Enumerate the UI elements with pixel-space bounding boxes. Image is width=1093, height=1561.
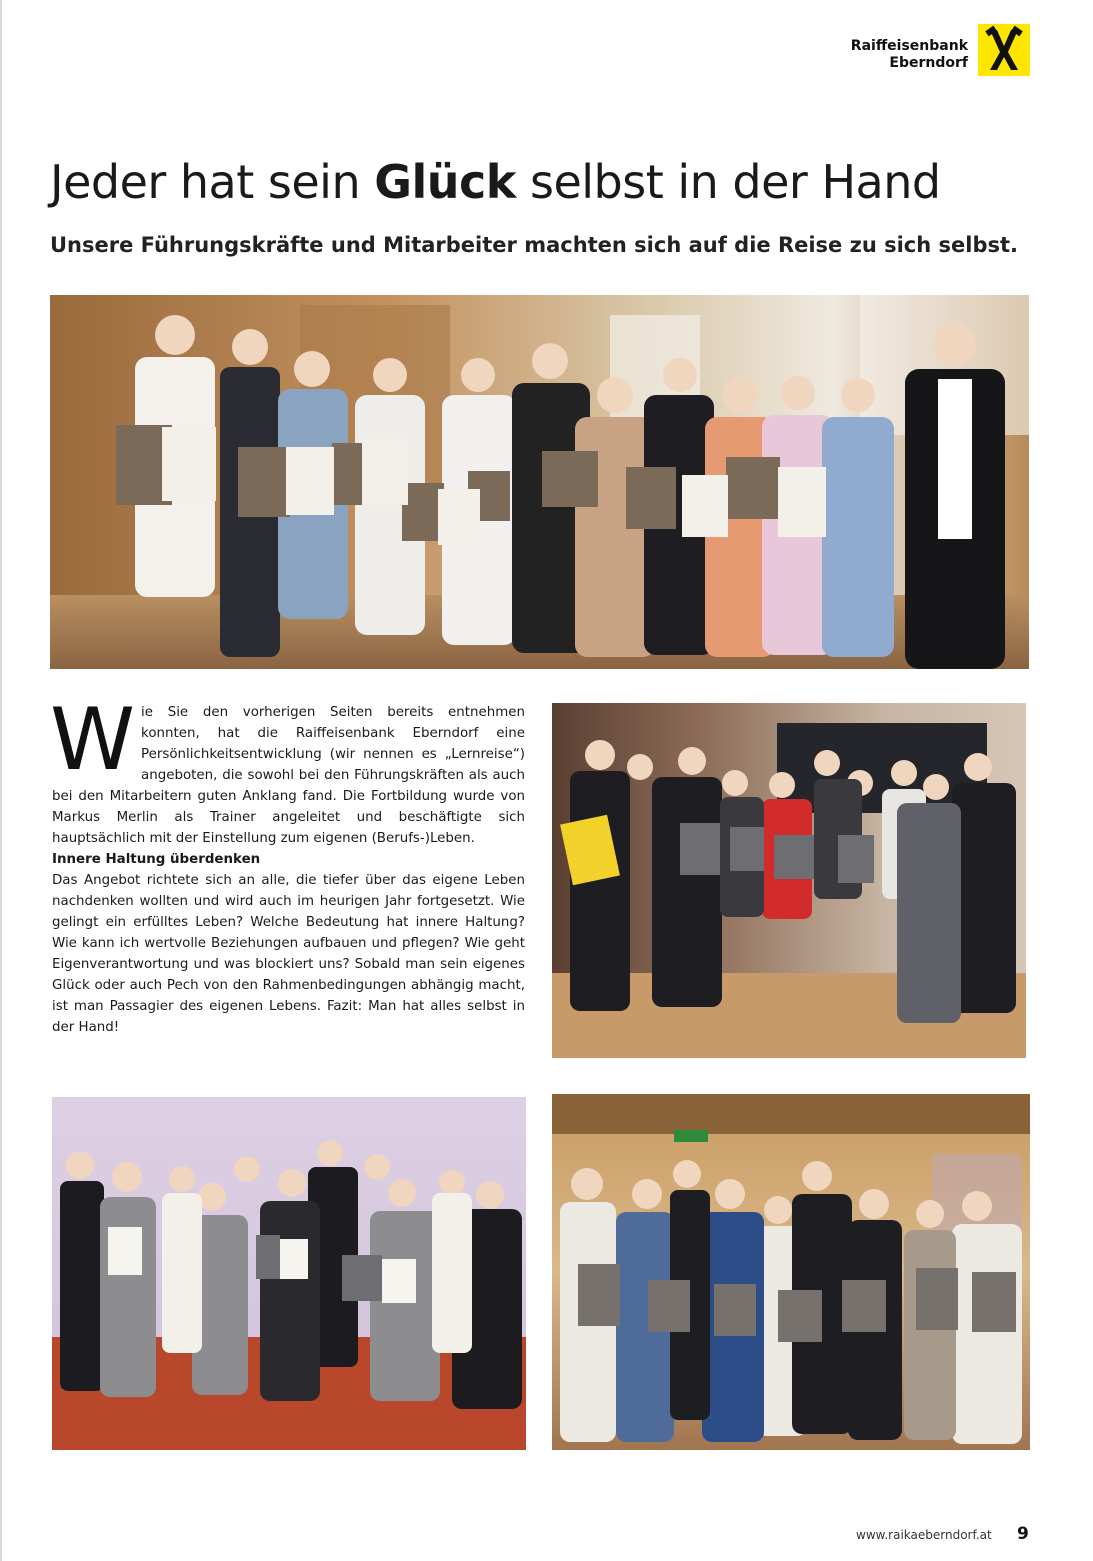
- page-edge-rule: [0, 0, 2, 1561]
- logo-line-2: Eberndorf: [889, 55, 968, 71]
- group-photo-3: [52, 1097, 526, 1450]
- title-bold-word: Glück: [374, 155, 516, 209]
- section-heading: Innere Haltung überdenken: [52, 852, 261, 867]
- drop-cap: W: [50, 690, 136, 790]
- group-photo-1: [50, 295, 1029, 669]
- title-part-1: Jeder hat sein: [50, 155, 375, 209]
- giebelkreuz-icon: [978, 24, 1030, 76]
- page-title: [50, 152, 941, 212]
- footer-url: www.raikaeberndorf.at: [856, 1528, 992, 1542]
- logo-line-1: Raiffeisenbank: [850, 38, 968, 54]
- article-intro: ie Sie den vorherigen Seiten bereits entnehmen konnten, hat die Raiffeisenbank Eberndorf eine Persönlichkeitsentwicklung (wir nennen es „Lernreise“) angeboten, die sowohl bei den Führungskräften als auch bei den Mitarbeitern guten Anklang fand. Die Fortbildung wurde von Markus Merlin als Trainer angeleitet und beschäftigte sich hauptsächlich mit der Einstellung zum eigenen (Berufs-)Leben.: [52, 705, 525, 846]
- section-text: Das Angebot richtete sich an alle, die tiefer über das eigene Leben nachdenken wollten und wird auch im heurigen Jahr fortgesetzt. Wie gelingt ein erfülltes Leben? Welche Bedeutung hat innere Haltung? Wie kann ich wertvolle Beziehungen aufbauen und pflegen? Wie geht Eigenverantwortung und was blockiert uns? Sobald man sein eigenes Glück oder auch Pech von den Rahmenbedingungen abhängig macht, ist man Passagier des eigenen Lebens. Fazit: Man hat alles selbst in der Hand!: [52, 873, 525, 1035]
- title-part-2: selbst in der Hand: [515, 155, 941, 209]
- page-subtitle: Unsere Führungskräfte und Mitarbeiter machten sich auf die Reise zu sich selbst.: [50, 233, 1018, 257]
- logo-text: [851, 38, 968, 72]
- raiffeisen-logo: [838, 24, 1030, 76]
- page-number: 9: [1017, 1524, 1029, 1544]
- group-photo-4: [552, 1094, 1030, 1450]
- article-body: [50, 690, 525, 1038]
- group-photo-2: [552, 703, 1026, 1058]
